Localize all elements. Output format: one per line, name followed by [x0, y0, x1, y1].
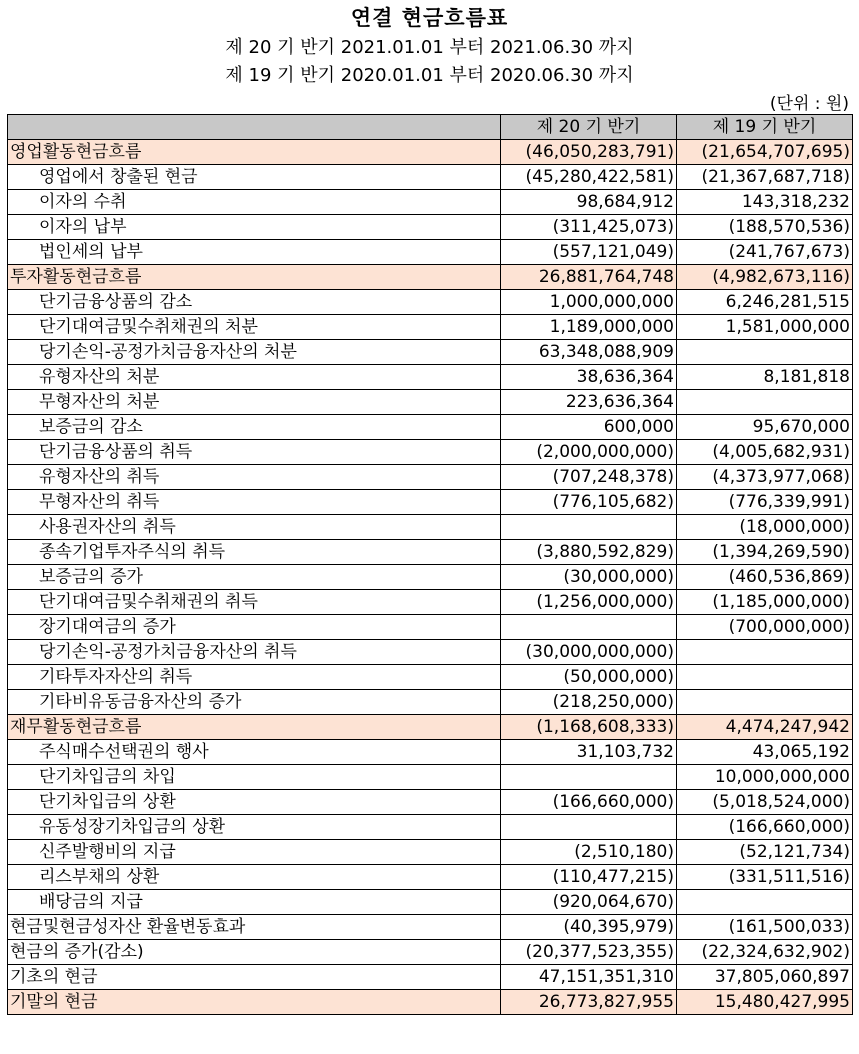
row-label: 법인세의 납부 — [8, 240, 501, 265]
current-period-value: (166,660,000) — [501, 790, 677, 815]
table-row — [8, 215, 853, 240]
prior-period-value: (460,536,869) — [677, 565, 853, 590]
table-row — [8, 190, 853, 215]
table-row — [8, 240, 853, 265]
current-period-value — [501, 765, 677, 790]
prior-period-value: (4,982,673,116) — [677, 265, 853, 290]
row-label: 이자의 납부 — [8, 215, 501, 240]
current-period-value: 31,103,732 — [501, 740, 677, 765]
prior-period-value: (241,767,673) — [677, 240, 853, 265]
table-row — [8, 940, 853, 965]
prior-period-value: (188,570,536) — [677, 215, 853, 240]
table-row — [8, 690, 853, 715]
row-label: 무형자산의 취득 — [8, 490, 501, 515]
prior-period-value: (331,511,516) — [677, 865, 853, 890]
prior-period-value — [677, 665, 853, 690]
row-label: 장기대여금의 증가 — [8, 615, 501, 640]
current-period-value: (50,000,000) — [501, 665, 677, 690]
table-row — [8, 990, 853, 1015]
current-period-value: (3,880,592,829) — [501, 540, 677, 565]
current-period-value: (2,000,000,000) — [501, 440, 677, 465]
unit-label: (단위 : 원) — [769, 94, 849, 114]
current-period-value: (1,168,608,333) — [501, 715, 677, 740]
table-row — [8, 265, 853, 290]
current-period-value: (920,064,670) — [501, 890, 677, 915]
row-label: 기타비유동금융자산의 증가 — [8, 690, 501, 715]
current-period-value — [501, 815, 677, 840]
current-period-value: 38,636,364 — [501, 365, 677, 390]
current-period-value: (311,425,073) — [501, 215, 677, 240]
table-row — [8, 790, 853, 815]
current-period-value: 600,000 — [501, 415, 677, 440]
table-row — [8, 390, 853, 415]
table-row — [8, 815, 853, 840]
prior-period-value: (161,500,033) — [677, 915, 853, 940]
period-current-line: 제 20 기 반기 2021.01.01 부터 2021.06.30 까지 — [225, 37, 634, 58]
current-period-value: (1,256,000,000) — [501, 590, 677, 615]
table-row — [8, 965, 853, 990]
table-row — [8, 890, 853, 915]
current-period-value: 63,348,088,909 — [501, 340, 677, 365]
prior-period-value: (776,339,991) — [677, 490, 853, 515]
prior-period-value: 143,318,232 — [677, 190, 853, 215]
row-label: 보증금의 감소 — [8, 415, 501, 440]
row-label: 기말의 현금 — [8, 990, 501, 1015]
row-label: 단기금융상품의 감소 — [8, 290, 501, 315]
table-row — [8, 840, 853, 865]
current-period-value: 1,000,000,000 — [501, 290, 677, 315]
current-period-value: (557,121,049) — [501, 240, 677, 265]
prior-period-value: 6,246,281,515 — [677, 290, 853, 315]
prior-period-value — [677, 890, 853, 915]
row-label: 영업활동현금흐름 — [8, 140, 501, 165]
table-row — [8, 140, 853, 165]
prior-period-value: (4,373,977,068) — [677, 465, 853, 490]
current-period-value: 223,636,364 — [501, 390, 677, 415]
row-label: 유동성장기차입금의 상환 — [8, 815, 501, 840]
current-period-value: (218,250,000) — [501, 690, 677, 715]
row-label: 유형자산의 취득 — [8, 465, 501, 490]
prior-period-value: (22,324,632,902) — [677, 940, 853, 965]
row-label: 무형자산의 처분 — [8, 390, 501, 415]
prior-period-value: (1,185,000,000) — [677, 590, 853, 615]
row-label: 단기대여금및수취채권의 취득 — [8, 590, 501, 615]
prior-period-value: (5,018,524,000) — [677, 790, 853, 815]
row-label: 투자활동현금흐름 — [8, 265, 501, 290]
current-period-value: (30,000,000,000) — [501, 640, 677, 665]
row-label: 단기금융상품의 취득 — [8, 440, 501, 465]
table-row — [8, 590, 853, 615]
current-period-value — [501, 515, 677, 540]
table-row — [8, 365, 853, 390]
current-period-value: (707,248,378) — [501, 465, 677, 490]
row-label: 이자의 수취 — [8, 190, 501, 215]
prior-period-value: (1,394,269,590) — [677, 540, 853, 565]
row-label: 주식매수선택권의 행사 — [8, 740, 501, 765]
current-period-value: (110,477,215) — [501, 865, 677, 890]
row-label: 단기차입금의 차입 — [8, 765, 501, 790]
header-prior-period: 제 19 기 반기 — [677, 115, 853, 140]
current-period-value: 1,189,000,000 — [501, 315, 677, 340]
header-current-period: 제 20 기 반기 — [501, 115, 677, 140]
statement-title: 연결 현금흐름표 — [350, 6, 509, 30]
row-label: 당기손익-공정가치금융자산의 취득 — [8, 640, 501, 665]
prior-period-value: (52,121,734) — [677, 840, 853, 865]
table-row — [8, 165, 853, 190]
table-row — [8, 540, 853, 565]
table-body — [8, 140, 853, 1015]
table-row — [8, 665, 853, 690]
table-row — [8, 615, 853, 640]
row-label: 종속기업투자주식의 취득 — [8, 540, 501, 565]
current-period-value: (30,000,000) — [501, 565, 677, 590]
prior-period-value — [677, 690, 853, 715]
row-label: 영업에서 창출된 현금 — [8, 165, 501, 190]
prior-period-value: 8,181,818 — [677, 365, 853, 390]
current-period-value: (2,510,180) — [501, 840, 677, 865]
table-row — [8, 640, 853, 665]
prior-period-value — [677, 640, 853, 665]
table-row — [8, 740, 853, 765]
header-label-cell — [8, 115, 501, 140]
period-prior-line: 제 19 기 반기 2020.01.01 부터 2020.06.30 까지 — [225, 65, 634, 86]
table-row — [8, 490, 853, 515]
prior-period-value: (166,660,000) — [677, 815, 853, 840]
prior-period-value: 10,000,000,000 — [677, 765, 853, 790]
current-period-value: 26,881,764,748 — [501, 265, 677, 290]
row-label: 기타투자자산의 취득 — [8, 665, 501, 690]
cash-flow-table — [7, 114, 853, 1015]
table-row — [8, 465, 853, 490]
current-period-value: (40,395,979) — [501, 915, 677, 940]
current-period-value: (20,377,523,355) — [501, 940, 677, 965]
table-row — [8, 415, 853, 440]
table-row — [8, 315, 853, 340]
prior-period-value: 1,581,000,000 — [677, 315, 853, 340]
row-label: 기초의 현금 — [8, 965, 501, 990]
row-label: 재무활동현금흐름 — [8, 715, 501, 740]
prior-period-value: (18,000,000) — [677, 515, 853, 540]
current-period-value — [501, 615, 677, 640]
row-label: 보증금의 증가 — [8, 565, 501, 590]
row-label: 현금및현금성자산 환율변동효과 — [8, 915, 501, 940]
current-period-value: (45,280,422,581) — [501, 165, 677, 190]
table-row — [8, 440, 853, 465]
current-period-value: 47,151,351,310 — [501, 965, 677, 990]
row-label: 단기대여금및수취채권의 처분 — [8, 315, 501, 340]
table-row — [8, 915, 853, 940]
current-period-value: 98,684,912 — [501, 190, 677, 215]
row-label: 단기차입금의 상환 — [8, 790, 501, 815]
prior-period-value: 4,474,247,942 — [677, 715, 853, 740]
prior-period-value: (4,005,682,931) — [677, 440, 853, 465]
prior-period-value: 43,065,192 — [677, 740, 853, 765]
table-header-row — [8, 115, 853, 140]
prior-period-value: (21,367,687,718) — [677, 165, 853, 190]
prior-period-value — [677, 340, 853, 365]
table-row — [8, 865, 853, 890]
current-period-value: (46,050,283,791) — [501, 140, 677, 165]
row-label: 신주발행비의 지급 — [8, 840, 501, 865]
current-period-value: 26,773,827,955 — [501, 990, 677, 1015]
table-row — [8, 290, 853, 315]
row-label: 사용권자산의 취득 — [8, 515, 501, 540]
prior-period-value: 15,480,427,995 — [677, 990, 853, 1015]
table-row — [8, 565, 853, 590]
prior-period-value: 37,805,060,897 — [677, 965, 853, 990]
row-label: 유형자산의 처분 — [8, 365, 501, 390]
row-label: 당기손익-공정가치금융자산의 처분 — [8, 340, 501, 365]
prior-period-value — [677, 390, 853, 415]
table-row — [8, 715, 853, 740]
current-period-value: (776,105,682) — [501, 490, 677, 515]
prior-period-value: (700,000,000) — [677, 615, 853, 640]
table-row — [8, 765, 853, 790]
prior-period-value: (21,654,707,695) — [677, 140, 853, 165]
row-label: 현금의 증가(감소) — [8, 940, 501, 965]
row-label: 리스부채의 상환 — [8, 865, 501, 890]
table-row — [8, 340, 853, 365]
row-label: 배당금의 지급 — [8, 890, 501, 915]
prior-period-value: 95,670,000 — [677, 415, 853, 440]
table-row — [8, 515, 853, 540]
